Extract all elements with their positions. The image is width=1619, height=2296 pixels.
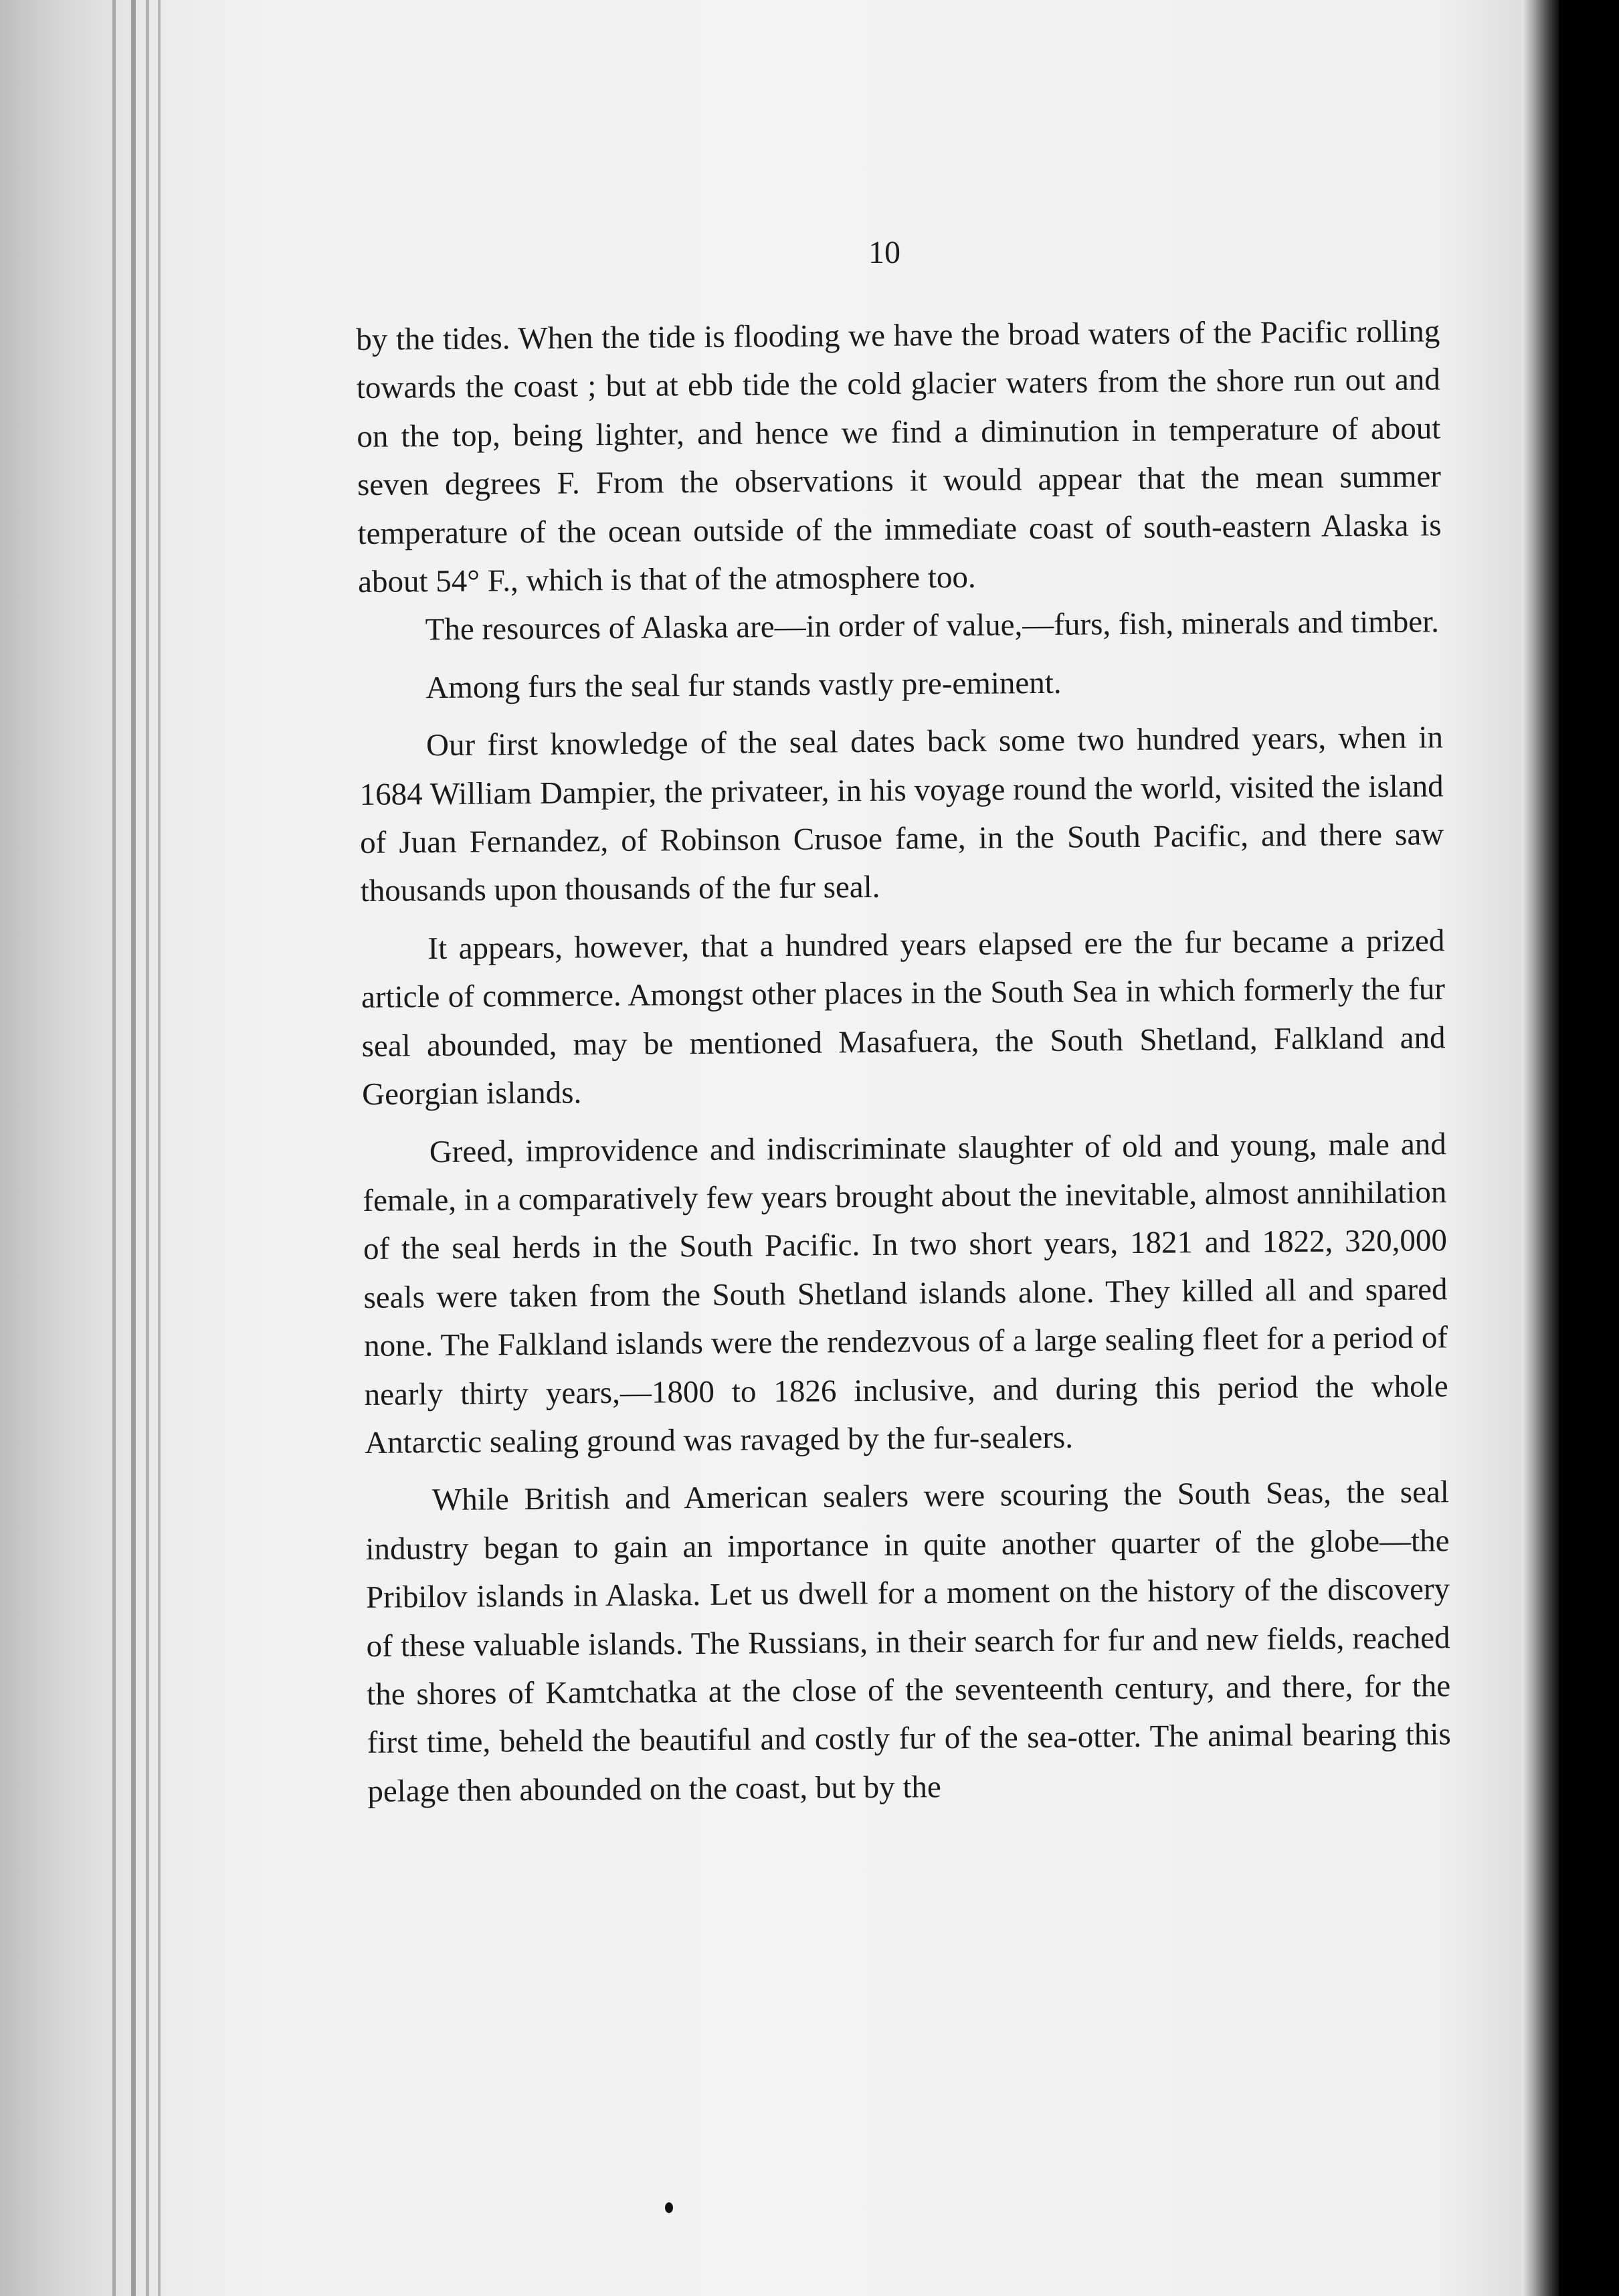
paragraph: Greed, improvidence and indiscriminate slaughter of old and young, male and female, in a comparatively few years brought about the inevitable, almost annihilation of the seal herds in the South Pacific. In two short years, 1821 and 1822, 320,000 seals were taken from the South Shetland islands alone. They killed all and spared none. The Falkland islands were the rendezvous of a large sealing fleet for a period of nearly thirty years,—1800 to 1826 inclusive, and during this period the whole Antarctic sealing ground was ravaged by the fur-sealers. [363,1126,1448,1460]
book-binding-shadow [1522,0,1559,2296]
page-number: 10 [868,235,900,270]
ink-speck [665,2202,673,2213]
body-text [356,307,1452,1816]
paragraph: The resources of Alaska are—in order of value,—furs, fish, minerals and timber. [425,604,1440,648]
page-edge-line [146,0,149,2296]
paragraph: It appears, however, that a hundred years elapsed ere the fur became a prized article of commerce. Amongst other places in the South Sea in which formerly the fur seal abounded, may be mentioned Masafuera, the South Shetland, Falkland and Georgian islands. [361,923,1446,1113]
paragraph: by the tides. When the tide is flooding we have the broad waters of the Pacific rolling towards the coast ; but at ebb tide the cold glacier waters from the shore run out and on the top, being lighter, and hence we find a diminution in temperature of about seven degrees F. From the observations it would appear that the mean summer temperature of the ocean outside of the immediate coast of south-eastern Alaska is about 54° F., which is that of the atmosphere too. [356,314,1442,600]
paragraph: While British and American sealers were scouring the South Seas, the seal industry began to gain an importance in quite another quarter of the globe—the Pribilov islands in Alaska. Let us dwell for a moment on the history of the discovery of these valuable islands. The Russians, in their search for fur and new fields, reached the shores of Kamtchatka at the close of the seventeenth century, and there, for the first time, beheld the beautiful and costly fur of the sea-otter. The animal bearing this pelage then abounded on the coast, but by the [365,1474,1451,1809]
page-edge-line [131,0,136,2296]
paragraph: Among furs the seal fur stands vastly pre-eminent. [425,665,1062,706]
page-edge-line [112,0,116,2296]
page-edge-line [158,0,161,2296]
paragraph: Our first knowledge of the seal dates back some two hundred years, when in 1684 William Dampier, the privateer, in his voyage round the world, visited the island of Juan Fernandez, of Robinson Crusoe fame, in the South Pacific, and there saw thousands upon thousands of the fur seal. [359,720,1444,909]
